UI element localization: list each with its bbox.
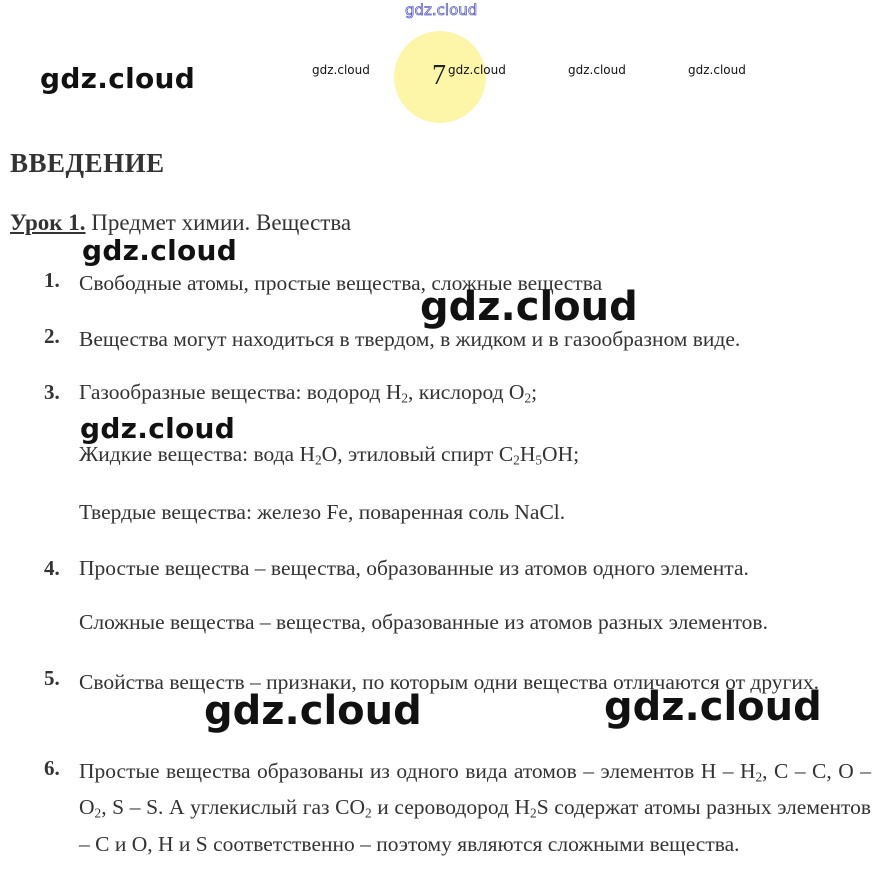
watermark-large-2: gdz.cloud: [82, 234, 238, 267]
solid-line: Твердые вещества: железо Fe, поваренная соль NaCl.: [79, 500, 566, 524]
lesson-number: Урок 1.: [10, 210, 86, 235]
watermark-small-4: gdz.cloud: [688, 63, 746, 77]
item-number: 2.: [44, 324, 60, 348]
item-4-text-2: Сложные вещества – вещества, образованные из атомов разных элементов.: [79, 610, 768, 634]
watermark-small-1: gdz.cloud: [312, 63, 370, 77]
watermark-top: gdz.cloud: [405, 1, 478, 19]
lesson-name: Предмет химии. Вещества: [85, 210, 352, 235]
item-text-1: Простые вещества – вещества, образованные из атомов одного элемента.: [79, 556, 749, 580]
item-text: Простые вещества образованы из одного вида атомов – элементов H – $H_2$, C – C, O – $O_2$, S – S. А углекислый газ $CO_2$ и сероводород $H_2S$ содержат атомы разных элементов – C и O, H и S соответственно – поэтому являются сложными вещества.: [79, 759, 871, 856]
item-number: 3.: [44, 380, 60, 404]
section-heading: ВВЕДЕНИЕ: [10, 148, 165, 178]
watermark-large-4: gdz.cloud: [80, 412, 236, 445]
liquid-line: Жидкие вещества: вода $H_2O$, этиловый спирт $C_2H_5OH$;: [79, 442, 580, 468]
item-text: Свойства веществ – признаки, по которым одни вещества отличаются от других.: [79, 670, 819, 694]
watermark-small-3: gdz.cloud: [568, 63, 626, 77]
item-text: Вещества могут находиться в твердом, в жидком и в газообразном виде.: [79, 327, 741, 351]
item-number: 4.: [44, 556, 60, 580]
watermark-large-6: gdz.cloud: [604, 684, 822, 730]
lesson-title: [10, 210, 351, 236]
watermark-large-3: gdz.cloud: [420, 284, 638, 330]
watermark-small-2: gdz.cloud: [448, 63, 506, 77]
watermark-large-5: gdz.cloud: [204, 688, 422, 734]
item-number: 6.: [44, 756, 60, 780]
gas-line: Газообразные вещества: водород $H_2$, кислород $O_2$;: [79, 380, 538, 406]
item-number: 1.: [44, 268, 60, 292]
item-number: 5.: [44, 666, 60, 690]
watermark-large-1: gdz.cloud: [40, 62, 196, 95]
page-number: 7: [432, 60, 446, 91]
item-text: Свободные атомы, простые вещества, сложные вещества: [79, 271, 603, 295]
